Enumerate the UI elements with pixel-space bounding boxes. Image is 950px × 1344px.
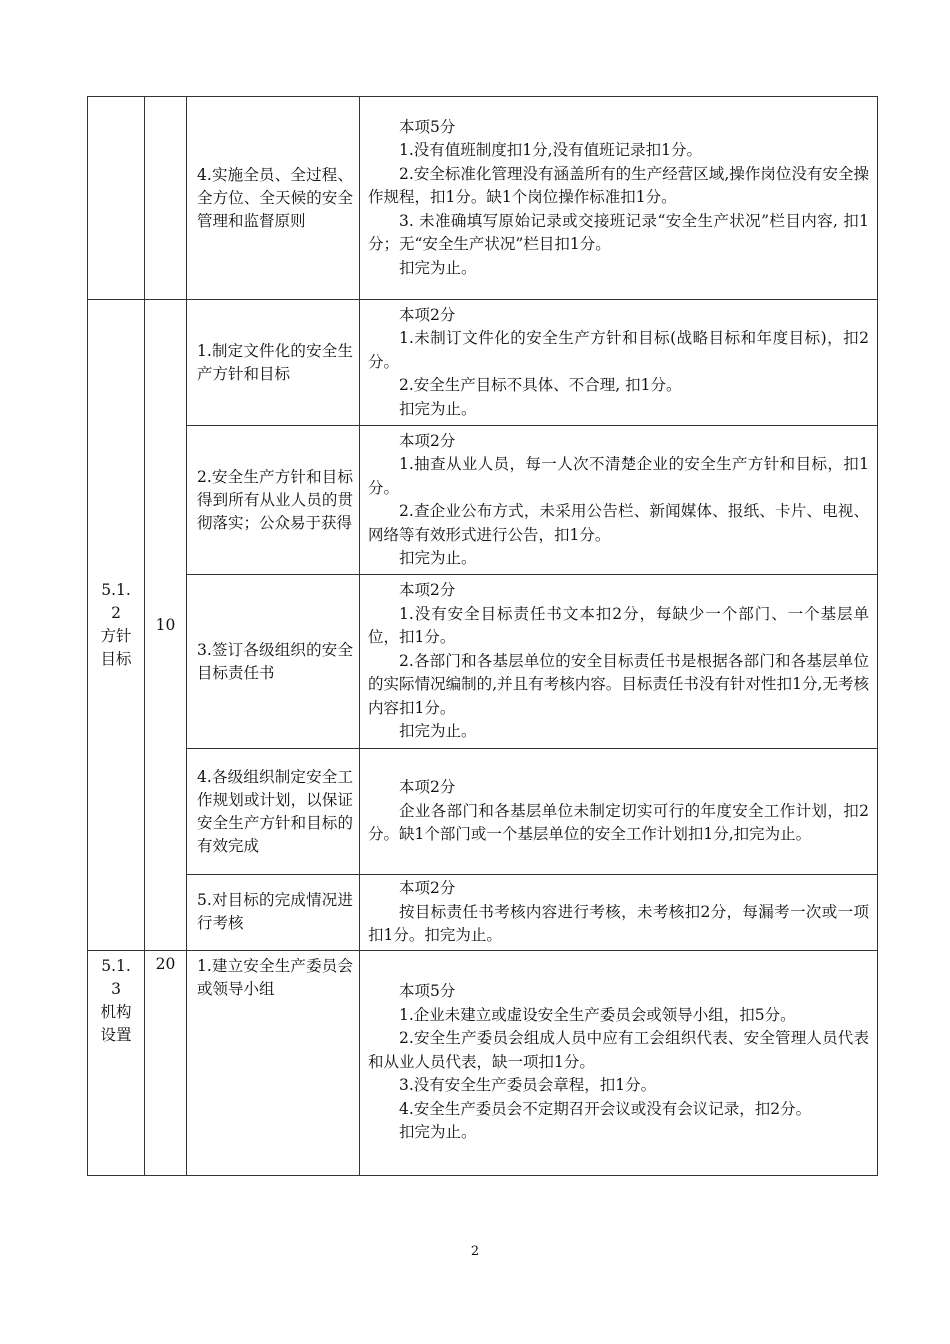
deduction-line: 扣完为止。	[399, 1123, 477, 1142]
table-row	[88, 575, 878, 749]
deduction-line: 企业各部门和各基层单位未制定切实可行的年度安全工作计划，扣2分。缺1个部门或一个基层单位的安全工作计划扣1分,扣完为止。	[368, 801, 869, 844]
deduction-line: 1.没有值班制度扣1分,没有值班记录扣1分。	[399, 141, 702, 160]
table-row	[88, 300, 878, 426]
section-title: 目标	[100, 649, 132, 668]
criterion-cell: 2.安全生产方针和目标得到所有从业人员的贯彻落实；公众易于获得	[187, 426, 360, 575]
table-row	[88, 875, 878, 951]
deduction-line: 2.安全标准化管理没有涵盖所有的生产经营区域,操作岗位没有安全操作规程，扣1分。缺1个岗位操作标准扣1分。	[368, 164, 869, 207]
table-row	[88, 749, 878, 875]
deduction-line: 扣完为止。	[399, 549, 477, 567]
deduction-cell	[360, 426, 878, 575]
score-cell: 20	[145, 950, 187, 1175]
deduction-line: 扣完为止。	[399, 258, 477, 277]
score-cell: 10	[145, 300, 187, 951]
deduction-line: 1.抽查从业人员，每一人次不清楚企业的安全生产方针和目标，扣1分。	[368, 455, 869, 497]
deduction-cell	[360, 300, 878, 426]
section-number: 2	[111, 603, 121, 622]
deduction-cell	[360, 575, 878, 749]
criterion-cell: 4.实施全员、全过程、全方位、全天候的安全管理和监督原则	[187, 97, 360, 300]
deduction-line: 2.安全生产目标不具体、不合理, 扣1分。	[399, 376, 682, 395]
deduction-line: 本项5分	[399, 117, 456, 136]
deduction-line: 1.未制订文件化的安全生产方针和目标(战略目标和年度目标)，扣2分。	[368, 329, 869, 371]
section-number: 3	[111, 979, 121, 998]
deduction-cell	[360, 950, 878, 1175]
criterion-cell: 1.制定文件化的安全生产方针和目标	[187, 300, 360, 426]
deduction-line: 本项2分	[399, 431, 456, 450]
deduction-line: 2.安全生产委员会组成人员中应有工会组织代表、安全管理人员代表和从业人员代表，缺一项扣1分。	[368, 1029, 869, 1071]
deduction-cell	[360, 97, 878, 300]
deduction-line: 按目标责任书考核内容进行考核，未考核扣2分，每漏考一次或一项扣1分。扣完为止。	[368, 902, 869, 944]
deduction-line: 本项5分	[399, 982, 456, 1001]
scoring-table	[87, 96, 878, 1176]
page-number: 2	[470, 1244, 480, 1259]
section-number: 5.1.	[101, 956, 131, 975]
deduction-cell	[360, 875, 878, 951]
section-title: 设置	[100, 1025, 132, 1044]
score-cell-empty	[145, 97, 187, 300]
criterion-cell: 5.对目标的完成情况进行考核	[187, 875, 360, 951]
deduction-line: 2.查企业公布方式，未采用公告栏、新闻媒体、报纸、卡片、电视、网络等有效形式进行公告，扣1分。	[368, 502, 869, 544]
section-cell-empty	[88, 97, 145, 300]
deduction-cell	[360, 749, 878, 875]
section-title: 方针	[100, 626, 132, 645]
section-number: 5.1.	[101, 580, 131, 599]
deduction-line: 3. 未准确填写原始记录或交接班记录“安全生产状况”栏目内容, 扣1分；无“安全生产状况”栏目扣1分。	[368, 211, 869, 254]
deduction-line: 1.没有安全目标责任书文本扣2分，每缺少一个部门、一个基层单位，扣1分。	[368, 604, 869, 647]
table-row	[88, 97, 878, 300]
deduction-line: 2.各部门和各基层单位的安全目标责任书是根据各部门和各基层单位的实际情况编制的,并且有考核内容。目标责任书没有针对性扣1分,无考核内容扣1分。	[368, 651, 869, 717]
table-row	[88, 950, 878, 1175]
table-row	[88, 426, 878, 575]
deduction-line: 3.没有安全生产委员会章程，扣1分。	[399, 1076, 657, 1095]
deduction-line: 扣完为止。	[399, 722, 477, 741]
deduction-line: 本项2分	[399, 581, 456, 600]
deduction-line: 本项2分	[399, 305, 456, 324]
deduction-line: 1.企业未建立或虚设安全生产委员会或领导小组，扣5分。	[399, 1005, 796, 1024]
section-label	[88, 950, 145, 1175]
section-title: 机构	[100, 1002, 132, 1021]
deduction-line: 本项2分	[399, 879, 456, 897]
criterion-cell: 3.签订各级组织的安全目标责任书	[187, 575, 360, 749]
criterion-cell: 1.建立安全生产委员会或领导小组	[187, 950, 360, 1175]
deduction-line: 扣完为止。	[399, 399, 477, 418]
criterion-cell: 4.各级组织制定安全工作规划或计划，以保证安全生产方针和目标的有效完成	[187, 749, 360, 875]
deduction-line: 本项2分	[399, 778, 456, 797]
section-label	[88, 300, 145, 951]
deduction-line: 4.安全生产委员会不定期召开会议或没有会议记录，扣2分。	[399, 1099, 812, 1118]
